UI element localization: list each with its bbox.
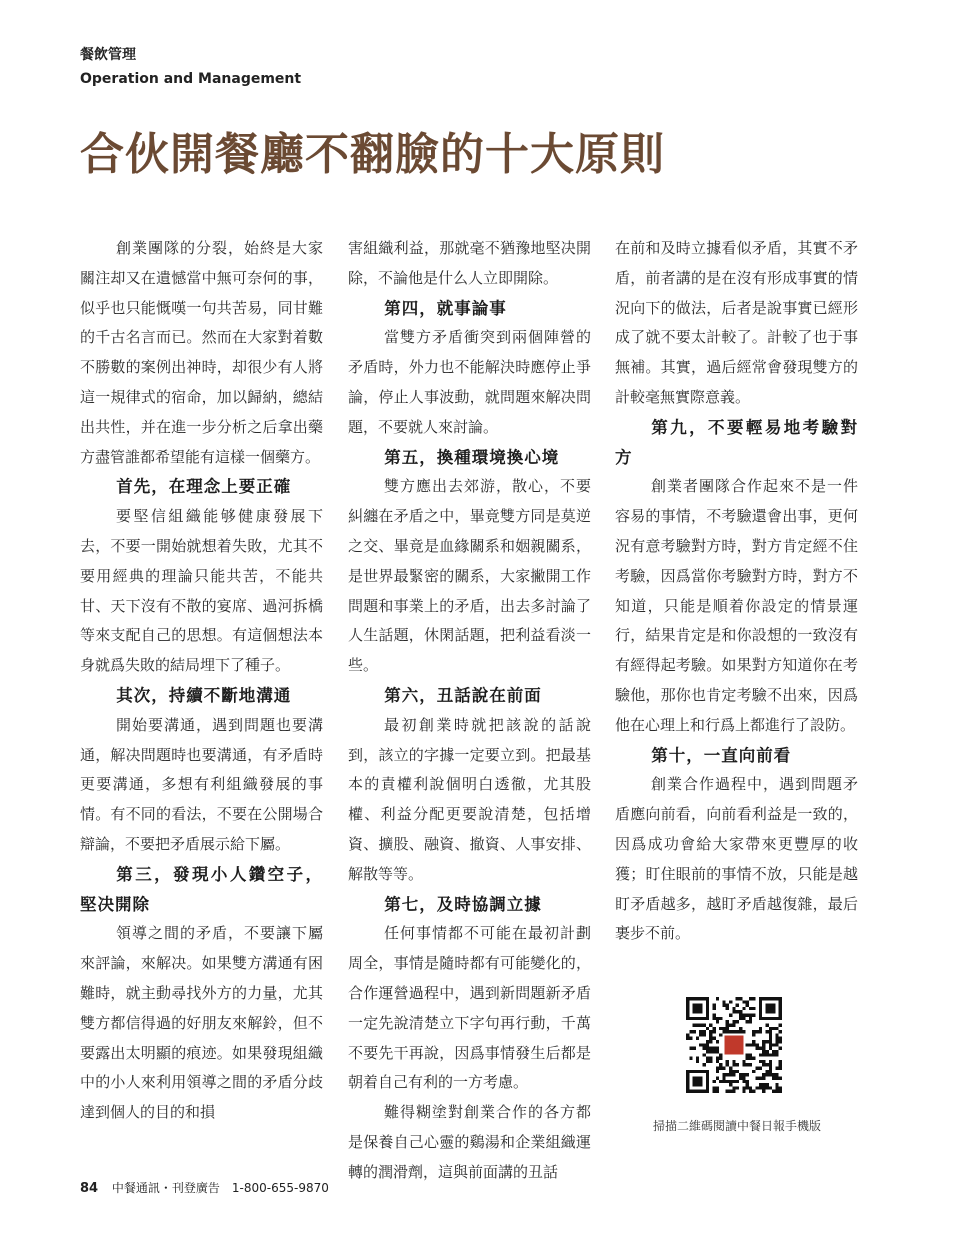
principle-4-text: 當雙方矛盾衝突到兩個陣營的矛盾時，外力也不能解決時應停止爭論，停止人事波動，就問題來解决問題，不要就人來討論。 bbox=[348, 328, 591, 436]
principle-4-heading: 第四，就事論事 bbox=[384, 298, 507, 318]
principle-7-text-2: 難得糊塗對創業合作的各方都是保養自己心靈的鷄湯和企業組織運轉的潤滑劑，這與前面講的丑話 bbox=[348, 1103, 591, 1181]
qr-caption: 掃描二維碼閱讀中餐日報手機版 bbox=[652, 1119, 821, 1133]
footer-advertising-text: 中餐通訊・刊登廣告 1-800-655-9870 bbox=[111, 1181, 329, 1195]
intro-paragraph: 創業團隊的分裂，始終是大家關注却又在遺憾當中無可奈何的事，似乎也只能慨嘆一句共苦易，同甘難的千古名言而已。然而在大家對着數不勝數的案例出神時，却很少有人將這一規律式的宿命，加以歸納，總結出共性，并在進一步分析之后拿出藥方盡管誰都希望能有這樣一個藥方。 bbox=[80, 239, 323, 466]
principle-9-heading: 第九，不要輕易地考驗對方 bbox=[615, 417, 858, 467]
article-column-1 bbox=[80, 234, 323, 1128]
principle-3-continued: 害組織利益，那就毫不猶豫地堅决開除，不論他是什么人立即開除。 bbox=[348, 239, 591, 287]
section-label-en: Operation and Management bbox=[80, 71, 302, 87]
principle-5-text: 雙方應出去郊游，散心，不要糾纏在矛盾之中，畢竟雙方同是莫逆之交、畢竟是血緣關系和姻親關系，是世界最緊密的關系，大家撇開工作問題和事業上的矛盾，出去多討論了人生話題，休閑話題，把利益看淡一些。 bbox=[348, 477, 591, 675]
principle-6-heading: 第六，丑話說在前面 bbox=[384, 685, 542, 705]
page-footer bbox=[80, 1179, 329, 1196]
section-label-cn: 餐飲管理 bbox=[80, 47, 136, 63]
principle-3-heading: 第三，發現小人鑽空子，堅决開除 bbox=[80, 864, 323, 914]
principle-7-heading: 第七，及時協調立據 bbox=[384, 894, 542, 914]
article-column-2 bbox=[348, 234, 591, 1188]
principle-1-text: 要堅信組織能够健康發展下去，不要一開始就想着失敗，尤其不要用經典的理論只能共苦，不能共甘、天下沒有不散的宴席、過河拆橋等來支配自己的思想。有這個想法本身就爲失敗的結局埋下了種子。 bbox=[80, 507, 323, 675]
principle-10-text: 創業合作過程中，遇到問題矛盾應向前看，向前看利益是一致的，因爲成功會給大家帶來更豐厚的收獲；盯住眼前的事情不放，只能是越盯矛盾越多，越盯矛盾越復雜，最后裹步不前。 bbox=[615, 775, 858, 943]
article-title: 合伙開餐廳不翻臉的十大原則 bbox=[80, 129, 665, 180]
article-column-3 bbox=[615, 234, 858, 949]
principle-6-text: 最初創業時就把該說的話說到，該立的字據一定要立到。把最基本的責權利說個明白透徹，尤其股權、利益分配更要說清楚，包括增資、擴股、融資、撤資、人事安排、解散等等。 bbox=[348, 715, 591, 883]
principle-2-heading: 其次，持續不斷地溝通 bbox=[116, 685, 292, 705]
page-number: 84 bbox=[80, 1181, 99, 1196]
principle-7-continued: 在前和及時立據看似矛盾，其實不矛盾，前者講的是在沒有形成事實的情況向下的做法，后者是說事實已經形成了就不要太計較了。計較了也于事無補。其實，過后經常會發現雙方的計較毫無實際意義。 bbox=[615, 239, 858, 406]
seal-stamp bbox=[724, 1035, 743, 1054]
principle-7-text: 任何事情都不可能在最初計劃周全，事情是隨時都有可能變化的，合作運營過程中，遇到新問題新矛盾一定先說清楚立下字句再行動，千萬不要先干再說，因爲事情發生后都是朝着自己有利的一方考慮。 bbox=[348, 924, 591, 1092]
principle-2-text: 開始要溝通，遇到問題也要溝通，解决問題時也要溝通，有矛盾時更要溝通，多想有利組織發展的事情。有不同的看法，不要在公開場合辯論，不要把矛盾展示給下屬。 bbox=[80, 715, 323, 853]
principle-3-text: 領導之間的矛盾，不要讓下屬來評論，來解决。如果雙方溝通有困難時，就主動尋找外方的力量，尤其雙方都信得過的好朋友來解鈴，但不要露出太明顯的痕迹。如果發現組織中的小人來利用領導之間的矛盾分歧達到個人的目的和損 bbox=[80, 924, 323, 1122]
principle-10-heading: 第十，一直向前看 bbox=[651, 745, 792, 765]
principle-9-text: 創業者團隊合作起來不是一件容易的事情，不考驗還會出事，更何況有意考驗對方時，對方肯定經不住考驗，因爲當你考驗對方時，對方不知道，只能是順着你設定的情景運行，結果肯定是和你設想的一致沒有有經得起考驗。如果對方知道你在考驗他，那你也肯定考驗不出來，因爲他在心理上和行爲上都進行了設防。 bbox=[615, 477, 858, 734]
qr-code-icon[interactable] bbox=[686, 997, 782, 1093]
principle-5-heading: 第五，換種環境換心境 bbox=[384, 447, 560, 467]
principle-1-heading: 首先，在理念上要正確 bbox=[116, 477, 292, 497]
